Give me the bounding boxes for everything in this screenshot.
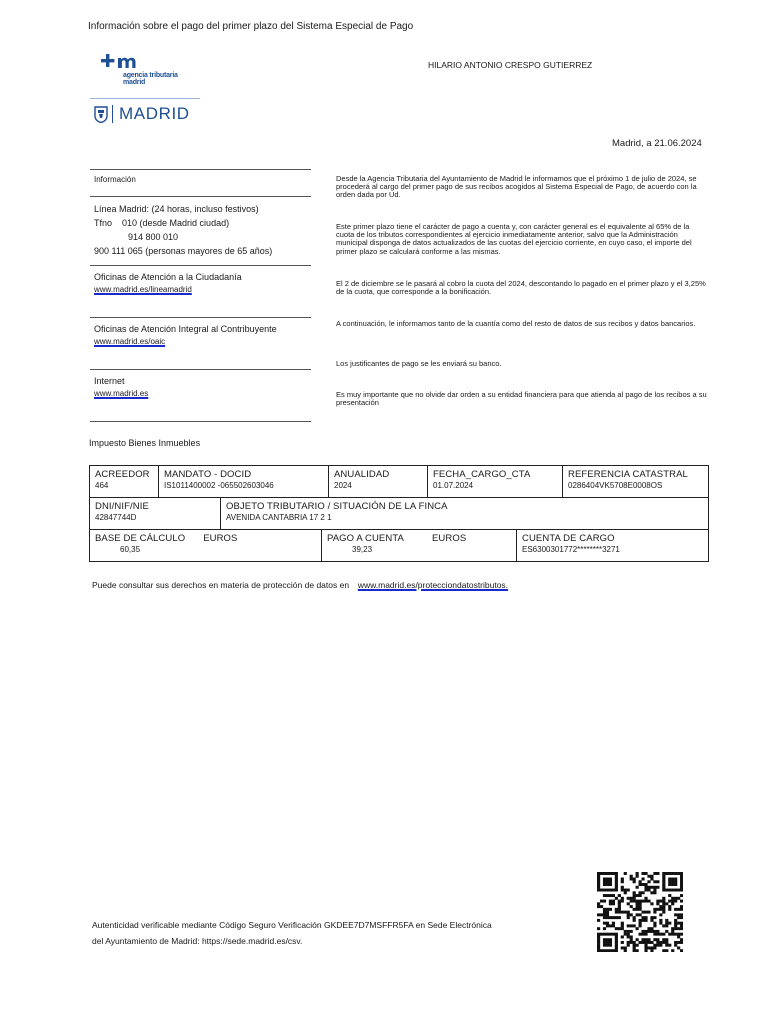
oaic-link[interactable]: www.madrid.es/oaic xyxy=(94,337,166,346)
tfno-010: 010 (desde Madrid ciudad) xyxy=(122,218,230,228)
internet-title: Internet xyxy=(94,376,125,386)
objeto-tributario-value: AVENIDA CANTABRIA 17 2 1 xyxy=(226,513,332,522)
oficinas-section xyxy=(90,266,311,318)
paragraph-3: El 2 de diciembre se le pasará al cobro la cuota del 2024, descontando lo pagado en el primer plazo y el 3,25% de la cuota, que corresponde a la bonificación. xyxy=(336,279,706,297)
pago-cuenta-label: PAGO A CUENTA xyxy=(327,533,404,544)
base-calculo-label: BASE DE CÁLCULO xyxy=(95,533,186,544)
anualidad-label: ANUALIDAD xyxy=(334,469,390,480)
mandato-cell xyxy=(159,466,329,497)
madrid-es-link[interactable]: www.madrid.es xyxy=(94,389,149,398)
tfno-label: Tfno xyxy=(94,218,113,228)
table-row xyxy=(90,466,708,497)
acreedor-label: ACREEDOR xyxy=(95,469,150,480)
oficinas-title: Oficinas de Atención a la Ciudadanía xyxy=(94,272,242,282)
authenticity-line-2: del Ayuntamiento de Madrid: https://sede.madrid.es/csv. xyxy=(92,936,303,946)
info-heading: Información xyxy=(90,169,311,197)
madrid-crest-icon xyxy=(94,105,108,123)
linea-madrid-section xyxy=(90,197,311,266)
qr-code-icon xyxy=(597,872,683,952)
tax-data-table xyxy=(89,465,709,562)
table-row xyxy=(90,498,708,529)
cuenta-cargo-label: CUENTA DE CARGO xyxy=(522,533,615,544)
linea-madrid-text: Línea Madrid: (24 horas, incluso festivos) xyxy=(94,204,259,214)
authenticity-line-1: Autenticidad verificable mediante Código Seguro Verificación GKDEE7D7MSFFR5FA en Sede Electrónica xyxy=(92,920,492,930)
base-calculo-unit: EUROS xyxy=(203,533,238,544)
mandato-label: MANDATO - DOCID xyxy=(164,469,252,480)
paragraph-6: Es muy importante que no olvide dar orden a su entidad financiera para que atienda al pago de los recibos a su presentación xyxy=(336,390,707,408)
objeto-tributario-label: OBJETO TRIBUTARIO / SITUACIÓN DE LA FINCA xyxy=(226,501,448,512)
oaic-section xyxy=(90,318,311,370)
document-date: Madrid, a 21.06.2024 xyxy=(612,138,702,149)
fecha-cargo-label: FECHA_CARGO_CTA xyxy=(433,469,531,480)
pago-cuenta-unit: EUROS xyxy=(431,533,467,544)
anualidad-value: 2024 xyxy=(334,481,352,490)
anualidad-cell xyxy=(329,466,428,497)
referencia-catastral-value: 0286404VK5708E0008OS xyxy=(568,481,663,490)
authenticity-note xyxy=(92,917,592,949)
dni-value: 42847744D xyxy=(95,513,137,522)
lineamadrid-link[interactable]: www.madrid.es/lineamadrid xyxy=(94,285,192,294)
pago-cuenta-cell xyxy=(322,530,517,561)
acreedor-value: 464 xyxy=(95,481,109,490)
referencia-catastral-cell xyxy=(563,466,708,497)
paragraph-2: Este primer plazo tiene el carácter de pago a cuenta y, con carácter general es el equivalente al 65% de la cuota de los tributos correspondientes al ejercicio inmediatamente anterior, salvo que la Administración municipal disponga de datos actualizados de las cuotas del ejercicio corriente, en cuyo caso, el importe del primer plazo se calculará conforme a las mismas. xyxy=(336,222,692,256)
madrid-logo xyxy=(94,104,190,124)
pago-cuenta-value: 39,23 xyxy=(352,545,373,554)
madrid-logo-separator xyxy=(112,105,113,123)
internet-section xyxy=(90,370,311,422)
privacy-text: Puede consultar sus derechos en materia de protección de datos en xyxy=(92,580,350,590)
oaic-title: Oficinas de Atención Integral al Contribuyente xyxy=(94,324,277,334)
document-title: Información sobre el pago del primer plazo del Sistema Especial de Pago xyxy=(88,21,414,32)
dni-cell xyxy=(90,498,221,529)
madrid-wordmark: MADRID xyxy=(119,104,190,123)
base-calculo-value: 60,35 xyxy=(120,545,141,554)
fecha-cargo-cell xyxy=(428,466,563,497)
objeto-tributario-cell xyxy=(221,498,708,529)
referencia-catastral-label: REFERENCIA CATASTRAL xyxy=(568,469,688,480)
logo-divider xyxy=(90,98,200,99)
tfno-900: 900 111 065 (personas mayores de 65 años) xyxy=(94,246,273,256)
paragraph-4: A continuación, le informamos tanto de la cuantía como del resto de datos de sus recibos y datos bancarios. xyxy=(336,319,696,328)
dni-label: DNI/NIF/NIE xyxy=(95,501,149,512)
base-calculo-cell xyxy=(90,530,322,561)
tax-type-title: Impuesto Bienes Inmuebles xyxy=(89,438,201,448)
agency-name: agencia tributaria madrid xyxy=(123,72,178,86)
paragraph-5: Los justificantes de pago se les enviará su banco. xyxy=(336,359,502,368)
privacy-link[interactable]: www.madrid.es/protecciondatostributos. xyxy=(357,580,509,590)
cuenta-cargo-value: ES6300301772********3271 xyxy=(522,545,620,554)
privacy-notice xyxy=(92,580,508,590)
cuenta-cargo-cell xyxy=(517,530,708,561)
paragraph-1: Desde la Agencia Tributaria del Ayuntamiento de Madrid le informamos que el próximo 1 de julio de 2024, se procederá al cargo del primer pago de sus recibos acogidos al Sistema Especial de Pago, de acuerdo con la orden dada por Ud. xyxy=(336,174,697,200)
table-row xyxy=(90,530,708,561)
fecha-cargo-value: 01.07.2024 xyxy=(433,481,474,490)
mandato-value: IS1011400002 -065502603046 xyxy=(164,481,274,490)
acreedor-cell xyxy=(90,466,159,497)
tfno-914: 914 800 010 xyxy=(128,232,179,242)
contact-info-box xyxy=(90,169,311,422)
recipient-name: HILARIO ANTONIO CRESPO GUTIERREZ xyxy=(428,60,593,70)
